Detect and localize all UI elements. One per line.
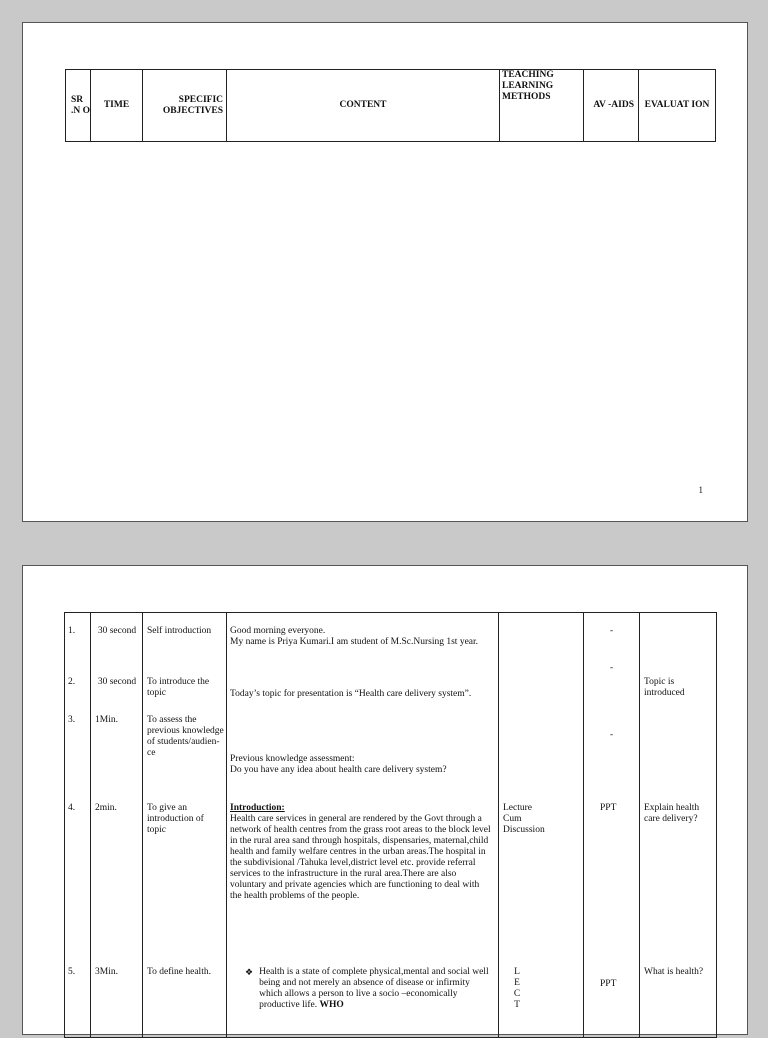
column-av-aids [584,613,640,1038]
row-3-objective: To assess the previous knowledge of students/audien-ce [147,715,224,758]
page-2 [22,565,748,1035]
row-3-content: Previous knowledge assessment: Do you have any idea about health care delivery system? [230,754,447,775]
header-evaluation: EVALUAT ION [639,70,716,142]
row-2-srno: 2. [68,677,76,687]
column-time [91,613,143,1038]
row-3-srno: 3. [68,715,76,725]
row-1-objective: Self introduction [147,626,212,636]
column-evaluation [640,613,717,1038]
who-label: WHO [319,1000,344,1010]
row-5-method-vertical: L E C T [513,967,521,1010]
introduction-text: Health care services in general are rendered by the Govt through a network of health centres from the grass root areas to the block level in the rural area sand through hospitals, dispensaries, maternal,child health and family welfare centres in the urban areas.The hospital in the subdivisional /Tahuka level,district level etc. provide referral services to the infrastructure in the rural area.There are also voluntary and private agencies which are functioning to deal with the health problems of the people. [230,814,491,901]
row-4-time: 2min. [95,803,117,813]
lesson-plan-body-table [64,612,717,1038]
header-objectives: SPECIFIC OBJECTIVES [143,70,227,142]
row-4-objective: To give an introduction of topic [147,803,204,835]
header-srno: SR .N O [66,70,91,142]
page-1 [22,22,748,522]
row-5-av: PPT [600,979,617,989]
column-content [227,613,499,1038]
body-row [65,613,717,1038]
row-4-av: PPT [600,803,617,813]
row-5-objective: To define health. [147,967,211,977]
row-4-srno: 4. [68,803,76,813]
row-4-evaluation: Explain health care delivery? [644,803,700,824]
column-srno [65,613,91,1038]
row-1-time: 30 second [97,626,137,636]
row-5-srno: 5. [68,967,76,977]
row-2-av: - [610,663,614,673]
row-2-objective: To introduce the topic [147,677,210,698]
row-2-time: 30 second [97,677,137,687]
diamond-bullet-icon: ❖ [245,967,254,977]
column-objectives [143,613,227,1038]
row-5-time: 3Min. [95,967,118,977]
lesson-plan-header-table [65,69,716,142]
row-1-content: Good morning everyone. My name is Priya Kumari.I am student of M.Sc.Nursing 1st year. [230,626,479,647]
row-1-srno: 1. [68,626,76,636]
row-4-method: Lecture Cum Discussion [503,803,545,835]
header-time: TIME [91,70,143,142]
header-av-aids: AV -AIDS [584,70,639,142]
column-methods [499,613,584,1038]
row-2-evaluation: Topic is introduced [644,677,685,698]
header-row [66,70,716,142]
row-2-content: Today’s topic for presentation is “Health care delivery system”. [230,689,472,699]
row-1-av: - [610,626,614,636]
health-definition: Health is a state of complete physical,mental and social well being and not merely an absence of disease or infirmity which allows a person to live a socio –economically productive life. WHO [259,967,489,1010]
page-number: 1 [698,485,703,495]
introduction-heading: Introduction: [230,803,285,813]
header-content: CONTENT [227,70,500,142]
row-3-time: 1Min. [95,715,118,725]
row-4-content [230,803,492,902]
row-5-evaluation: What is health? [644,967,704,977]
row-5-content [245,967,493,1011]
row-3-av: - [610,730,614,740]
header-methods: TEACHING LEARNING METHODS [500,70,584,142]
